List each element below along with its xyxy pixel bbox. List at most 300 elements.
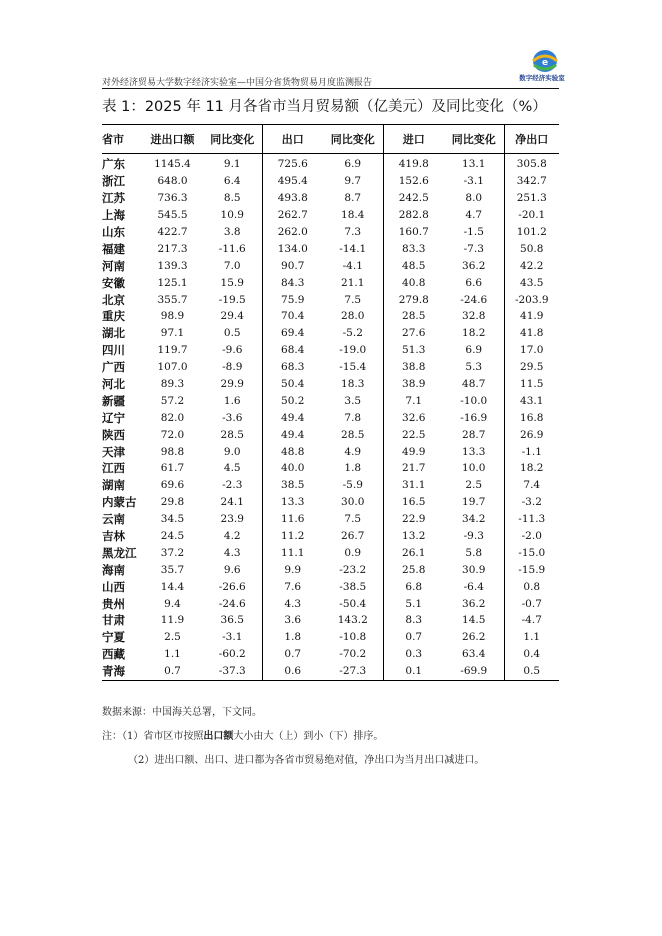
cell-province: 广西 <box>102 360 125 375</box>
cell-import: 13.2 <box>383 528 444 545</box>
cell-province: 江苏 <box>102 191 125 206</box>
cell-import: 38.8 <box>383 359 444 376</box>
table-row <box>102 578 559 595</box>
col-header-province: 省市 <box>102 125 142 154</box>
table-row <box>102 663 559 680</box>
data-source-note: 数据来源：中国海关总署，下文同。 <box>102 707 262 718</box>
table-row <box>102 443 559 460</box>
cell-total: 14.4 <box>160 580 185 593</box>
cell-total: 98.9 <box>160 310 185 323</box>
cell-export: 13.3 <box>262 494 323 511</box>
cell-net-export: 11.5 <box>504 376 559 393</box>
cell-export-yoy: 3.5 <box>344 394 362 407</box>
cell-total: 736.3 <box>157 192 188 205</box>
cell-total-yoy: 4.2 <box>223 530 241 543</box>
cell-province: 西藏 <box>102 647 125 662</box>
cell-total: 1145.4 <box>154 158 191 171</box>
cell-net-export: 41.9 <box>504 308 559 325</box>
table-body <box>102 154 559 681</box>
cell-net-export: 50.8 <box>504 240 559 257</box>
cell-net-export: 16.8 <box>504 409 559 426</box>
cell-total: 9.4 <box>164 597 181 610</box>
cell-import: 28.5 <box>383 308 444 325</box>
svg-text:e: e <box>541 58 549 68</box>
cell-import: 48.5 <box>383 257 444 274</box>
cell-total: 107.0 <box>157 361 188 374</box>
cell-total: 89.3 <box>160 378 185 391</box>
table-row <box>102 173 559 190</box>
cell-export: 1.8 <box>262 629 323 646</box>
cell-export-yoy: 7.3 <box>344 226 362 238</box>
cell-province: 河南 <box>102 258 125 273</box>
cell-import-yoy: 4.7 <box>465 209 483 222</box>
cell-province: 海南 <box>102 562 125 577</box>
cell-net-export: 43.5 <box>504 274 559 291</box>
cell-net-export: 18.2 <box>504 460 559 477</box>
table-row <box>102 544 559 561</box>
table-row <box>102 612 559 629</box>
cell-total-yoy: 23.9 <box>220 513 244 526</box>
cell-import-yoy: 36.2 <box>462 597 486 610</box>
cell-net-export: 342.7 <box>504 173 559 190</box>
cell-import-yoy: -7.3 <box>463 242 484 255</box>
cell-import-yoy: 6.9 <box>465 344 483 357</box>
cell-import: 25.8 <box>383 561 444 578</box>
cell-total: 355.7 <box>157 293 188 306</box>
cell-province: 新疆 <box>102 393 125 408</box>
cell-import: 242.5 <box>383 190 444 207</box>
cell-export-yoy: 4.9 <box>344 445 362 458</box>
cell-net-export: -3.2 <box>504 494 559 511</box>
cell-export-yoy: -50.4 <box>339 597 367 610</box>
col-header-export-yoy: 同比变化 <box>323 125 383 154</box>
cell-total-yoy: 4.5 <box>223 462 241 475</box>
cell-export-yoy: -15.4 <box>339 361 367 374</box>
cell-net-export: 1.1 <box>504 629 559 646</box>
table-row <box>102 325 559 342</box>
table-row <box>102 257 559 274</box>
cell-net-export: 43.1 <box>504 392 559 409</box>
table-row <box>102 342 559 359</box>
cell-export-yoy: 0.9 <box>344 546 362 559</box>
cell-province: 贵州 <box>102 596 125 611</box>
cell-import-yoy: 36.2 <box>462 259 486 272</box>
table-row <box>102 224 559 241</box>
table-row <box>102 308 559 325</box>
cell-total: 57.2 <box>160 394 185 407</box>
cell-province: 宁夏 <box>102 630 125 645</box>
cell-total: 545.5 <box>157 209 188 222</box>
table-row <box>102 190 559 207</box>
cell-total-yoy: 28.5 <box>220 428 244 441</box>
cell-total: 422.7 <box>157 226 188 238</box>
report-header: 对外经济贸易大学数字经济实验室—中国分省货物贸易月度监测报告 <box>102 78 373 88</box>
cell-total-yoy: 4.3 <box>223 546 241 559</box>
cell-import: 22.9 <box>383 511 444 528</box>
cell-export: 68.4 <box>262 342 323 359</box>
header-divider <box>102 88 559 89</box>
cell-total-yoy: 0.5 <box>223 327 241 340</box>
cell-net-export: 42.2 <box>504 257 559 274</box>
cell-import-yoy: 2.5 <box>465 479 483 492</box>
cell-net-export: 7.4 <box>504 477 559 494</box>
cell-import-yoy: 32.8 <box>462 310 486 323</box>
cell-total: 97.1 <box>160 327 185 340</box>
cell-province: 甘肃 <box>102 613 125 628</box>
table-row <box>102 207 559 224</box>
cell-import-yoy: 63.4 <box>462 648 486 661</box>
table-row <box>102 629 559 646</box>
cell-province: 天津 <box>102 444 125 459</box>
cell-province: 辽宁 <box>102 410 125 425</box>
cell-total-yoy: -2.3 <box>222 479 243 492</box>
cell-net-export: -15.0 <box>504 544 559 561</box>
cell-import-yoy: 13.1 <box>462 158 486 171</box>
cell-province: 浙江 <box>102 174 125 189</box>
cell-net-export: 29.5 <box>504 359 559 376</box>
cell-export: 4.3 <box>262 595 323 612</box>
cell-export: 11.2 <box>262 528 323 545</box>
cell-import: 38.9 <box>383 376 444 393</box>
note-1 <box>102 727 383 742</box>
cell-total-yoy: -26.6 <box>218 580 246 593</box>
note-1-bold: 出口额 <box>203 731 234 742</box>
cell-import-yoy: 8.0 <box>465 192 483 205</box>
cell-total: 119.7 <box>157 344 188 357</box>
table-row <box>102 426 559 443</box>
cell-import: 0.7 <box>383 629 444 646</box>
cell-export-yoy: 7.5 <box>344 293 362 306</box>
cell-export-yoy: -4.1 <box>342 259 363 272</box>
cell-export: 70.4 <box>262 308 323 325</box>
cell-net-export: 0.5 <box>504 663 559 680</box>
cell-province: 山东 <box>102 225 125 239</box>
cell-export-yoy: -38.5 <box>339 580 367 593</box>
cell-import-yoy: -24.6 <box>460 293 488 306</box>
cell-total-yoy: -37.3 <box>203 663 262 680</box>
cell-total-yoy: -24.6 <box>218 597 246 610</box>
cell-total-yoy: 9.0 <box>223 445 241 458</box>
cell-total-yoy: -60.2 <box>218 648 246 661</box>
table-row <box>102 646 559 663</box>
cell-import-yoy: 30.9 <box>462 563 486 576</box>
cell-import: 7.1 <box>383 392 444 409</box>
cell-export: 0.7 <box>262 646 323 663</box>
cell-import: 160.7 <box>383 224 444 241</box>
cell-net-export: -0.7 <box>504 595 559 612</box>
cell-total-yoy: 7.0 <box>223 259 241 272</box>
cell-total: 648.0 <box>157 175 188 188</box>
cell-import-yoy: 26.2 <box>462 631 486 644</box>
cell-net-export: -20.1 <box>504 207 559 224</box>
cell-total-yoy: 9.1 <box>223 158 241 171</box>
cell-total: 139.3 <box>157 259 188 272</box>
cell-export: 11.1 <box>262 544 323 561</box>
table-row <box>102 274 559 291</box>
cell-export: 50.2 <box>262 392 323 409</box>
cell-export-yoy: 7.5 <box>344 513 362 526</box>
note-1-prefix: 注：（1）省市区市按照 <box>102 731 204 742</box>
cell-import: 22.5 <box>383 426 444 443</box>
col-header-total-yoy: 同比变化 <box>203 125 262 154</box>
cell-import-yoy: -10.0 <box>460 394 488 407</box>
cell-province: 广东 <box>102 157 125 172</box>
cell-net-export: -2.0 <box>504 528 559 545</box>
cell-export-yoy: 28.0 <box>341 310 365 323</box>
cell-export-yoy: 7.8 <box>344 411 362 424</box>
cell-total-yoy: 1.6 <box>223 394 241 407</box>
cell-import-yoy: 5.3 <box>465 361 483 374</box>
cell-import-yoy: 48.7 <box>462 378 486 391</box>
cell-total-yoy: -3.1 <box>222 631 243 644</box>
cell-import-yoy: 13.3 <box>462 445 486 458</box>
lab-logo-label: 数字经济实验室 <box>519 74 565 82</box>
cell-total-yoy: 9.6 <box>223 563 241 576</box>
cell-total-yoy: 29.4 <box>220 310 244 323</box>
cell-export: 90.7 <box>262 257 323 274</box>
cell-total: 34.5 <box>160 513 185 526</box>
cell-export: 50.4 <box>262 376 323 393</box>
cell-net-export: -4.7 <box>504 612 559 629</box>
cell-export: 134.0 <box>262 240 323 257</box>
table-row <box>102 477 559 494</box>
cell-net-export: 17.0 <box>504 342 559 359</box>
cell-export: 84.3 <box>262 274 323 291</box>
trade-table <box>102 124 559 681</box>
cell-total: 82.0 <box>160 411 185 424</box>
cell-export-yoy: -5.9 <box>342 479 363 492</box>
cell-export-yoy: -23.2 <box>339 563 367 576</box>
cell-export-yoy: 18.4 <box>341 209 365 222</box>
cell-import-yoy: 14.5 <box>462 614 486 627</box>
cell-total-yoy: -11.6 <box>218 242 246 255</box>
cell-total-yoy: 6.4 <box>223 175 241 188</box>
cell-export: 9.9 <box>262 561 323 578</box>
cell-province: 上海 <box>102 208 125 223</box>
table-row <box>102 561 559 578</box>
cell-export: 75.9 <box>262 291 323 308</box>
cell-total-yoy: 10.9 <box>220 209 244 222</box>
cell-import: 31.1 <box>383 477 444 494</box>
cell-import-yoy: 18.2 <box>462 327 486 340</box>
cell-province: 安徽 <box>102 275 125 290</box>
cell-total-yoy: 24.1 <box>220 496 244 509</box>
cell-import-yoy: -6.4 <box>463 580 484 593</box>
table-row <box>102 409 559 426</box>
col-header-total: 进出口额 <box>142 125 203 154</box>
cell-import-yoy: -3.1 <box>463 175 484 188</box>
cell-export: 49.4 <box>262 409 323 426</box>
cell-export-yoy: -5.2 <box>342 327 363 340</box>
cell-export: 38.5 <box>262 477 323 494</box>
cell-province: 内蒙古 <box>102 495 137 510</box>
cell-total: 1.1 <box>164 648 181 661</box>
cell-net-export: -1.1 <box>504 443 559 460</box>
cell-total-yoy: -9.6 <box>222 344 243 357</box>
table-row <box>102 511 559 528</box>
cell-import-yoy: 19.7 <box>462 496 486 509</box>
cell-export: 3.6 <box>262 612 323 629</box>
cell-import: 5.1 <box>383 595 444 612</box>
cell-total-yoy: -3.6 <box>222 411 243 424</box>
cell-import-yoy: -9.3 <box>463 530 484 543</box>
cell-total-yoy: -19.5 <box>218 293 246 306</box>
cell-export: 262.0 <box>262 224 323 241</box>
cell-total: 35.7 <box>160 563 185 576</box>
col-header-import: 进口 <box>383 125 444 154</box>
cell-export-yoy: 1.8 <box>344 462 362 475</box>
cell-export: 495.4 <box>262 173 323 190</box>
cell-total-yoy: -8.9 <box>222 361 243 374</box>
cell-total: 37.2 <box>160 546 185 559</box>
cell-total-yoy: 3.8 <box>223 226 241 238</box>
cell-net-export: 41.8 <box>504 325 559 342</box>
cell-total: 125.1 <box>157 276 188 289</box>
cell-export: 40.0 <box>262 460 323 477</box>
cell-import-yoy: -69.9 <box>444 663 504 680</box>
cell-export: 69.4 <box>262 325 323 342</box>
cell-import: 26.1 <box>383 544 444 561</box>
cell-province: 福建 <box>102 241 125 256</box>
cell-export-yoy: 143.2 <box>337 614 368 627</box>
cell-province: 陕西 <box>102 427 125 442</box>
cell-total: 61.7 <box>160 462 185 475</box>
cell-export: 725.6 <box>262 154 323 173</box>
cell-total: 69.6 <box>160 479 185 492</box>
cell-import: 6.8 <box>383 578 444 595</box>
cell-export: 68.3 <box>262 359 323 376</box>
cell-total: 98.8 <box>160 445 185 458</box>
table-row <box>102 494 559 511</box>
cell-export-yoy: -14.1 <box>339 242 367 255</box>
cell-province: 黑龙江 <box>102 545 137 560</box>
cell-export: 11.6 <box>262 511 323 528</box>
cell-export-yoy: 9.7 <box>344 175 362 188</box>
col-header-import-yoy: 同比变化 <box>444 125 504 154</box>
cell-import-yoy: 5.8 <box>465 546 483 559</box>
cell-net-export: 0.8 <box>504 578 559 595</box>
cell-import: 40.8 <box>383 274 444 291</box>
cell-province: 吉林 <box>102 529 125 544</box>
table-row <box>102 240 559 257</box>
table-header-row <box>102 125 559 154</box>
cell-export: 48.8 <box>262 443 323 460</box>
cell-export: 49.4 <box>262 426 323 443</box>
cell-export-yoy: 18.3 <box>341 378 365 391</box>
cell-import-yoy: -1.5 <box>463 226 484 238</box>
cell-province: 湖南 <box>102 478 125 493</box>
cell-total-yoy: 36.5 <box>220 614 244 627</box>
cell-export: 262.7 <box>262 207 323 224</box>
table-row <box>102 392 559 409</box>
cell-export-yoy: 30.0 <box>341 496 365 509</box>
cell-total: 72.0 <box>160 428 185 441</box>
cell-export: 7.6 <box>262 578 323 595</box>
cell-total: 217.3 <box>157 242 188 255</box>
cell-net-export: 305.8 <box>504 154 559 173</box>
cell-import: 0.1 <box>383 663 444 680</box>
cell-import-yoy: 28.7 <box>462 428 486 441</box>
cell-export: 493.8 <box>262 190 323 207</box>
cell-import: 8.3 <box>383 612 444 629</box>
note-1-suffix: 大小由大（上）到小（下）排序。 <box>233 731 384 742</box>
cell-export-yoy: 21.1 <box>341 276 365 289</box>
cell-province: 江西 <box>102 461 125 476</box>
cell-province: 河北 <box>102 377 125 392</box>
cell-net-export: 101.2 <box>504 224 559 241</box>
cell-province: 云南 <box>102 512 125 527</box>
cell-total-yoy: 15.9 <box>220 276 244 289</box>
cell-export-yoy: -19.0 <box>339 344 367 357</box>
cell-import: 279.8 <box>383 291 444 308</box>
cell-province: 四川 <box>102 343 125 358</box>
cell-net-export: -203.9 <box>504 291 559 308</box>
cell-import: 16.5 <box>383 494 444 511</box>
cell-province: 重庆 <box>102 309 125 324</box>
cell-total-yoy: 8.5 <box>223 192 241 205</box>
cell-import: 51.3 <box>383 342 444 359</box>
cell-export-yoy: 28.5 <box>341 428 365 441</box>
table-row <box>102 595 559 612</box>
table-row <box>102 528 559 545</box>
cell-import: 83.3 <box>383 240 444 257</box>
table-title: 表 1：2025 年 11 月各省市当月贸易额（亿美元）及同比变化（%） <box>102 99 547 115</box>
cell-export-yoy: 26.7 <box>341 530 365 543</box>
cell-total: 29.8 <box>160 496 185 509</box>
table-row <box>102 291 559 308</box>
table-row <box>102 376 559 393</box>
cell-import: 419.8 <box>383 154 444 173</box>
cell-province: 青海 <box>102 663 142 680</box>
cell-import-yoy: 34.2 <box>462 513 486 526</box>
note-2: （2）进出口额、出口、进口都为各省市贸易绝对值，净出口为当月出口减进口。 <box>128 755 485 766</box>
cell-province: 北京 <box>102 292 125 307</box>
cell-export-yoy: 8.7 <box>344 192 362 205</box>
cell-import: 32.6 <box>383 409 444 426</box>
cell-total-yoy: 29.9 <box>220 378 244 391</box>
col-header-net-export: 净出口 <box>504 125 559 154</box>
cell-net-export: -15.9 <box>504 561 559 578</box>
cell-net-export: 251.3 <box>504 190 559 207</box>
cell-export-yoy: 6.9 <box>344 158 362 171</box>
cell-import: 152.6 <box>383 173 444 190</box>
cell-export-yoy: -70.2 <box>339 648 367 661</box>
cell-import: 282.8 <box>383 207 444 224</box>
cell-total: 2.5 <box>164 631 181 644</box>
cell-export-yoy: -27.3 <box>323 663 383 680</box>
col-header-export: 出口 <box>262 125 323 154</box>
cell-net-export: 26.9 <box>504 426 559 443</box>
cell-export: 0.6 <box>262 663 323 680</box>
cell-total: 24.5 <box>160 530 185 543</box>
table-row <box>102 460 559 477</box>
cell-import-yoy: 6.6 <box>465 276 483 289</box>
cell-total: 0.7 <box>142 663 203 680</box>
cell-export-yoy: -10.8 <box>339 631 367 644</box>
cell-import: 49.9 <box>383 443 444 460</box>
cell-net-export: -11.3 <box>504 511 559 528</box>
cell-import-yoy: 10.0 <box>462 462 486 475</box>
cell-import-yoy: -16.9 <box>460 411 488 424</box>
cell-import: 0.3 <box>383 646 444 663</box>
cell-province: 湖北 <box>102 326 125 341</box>
cell-province: 山西 <box>102 579 125 594</box>
cell-import: 21.7 <box>383 460 444 477</box>
cell-total: 11.9 <box>160 614 185 627</box>
cell-import: 27.6 <box>383 325 444 342</box>
table-row <box>102 359 559 376</box>
table-row <box>102 154 559 173</box>
